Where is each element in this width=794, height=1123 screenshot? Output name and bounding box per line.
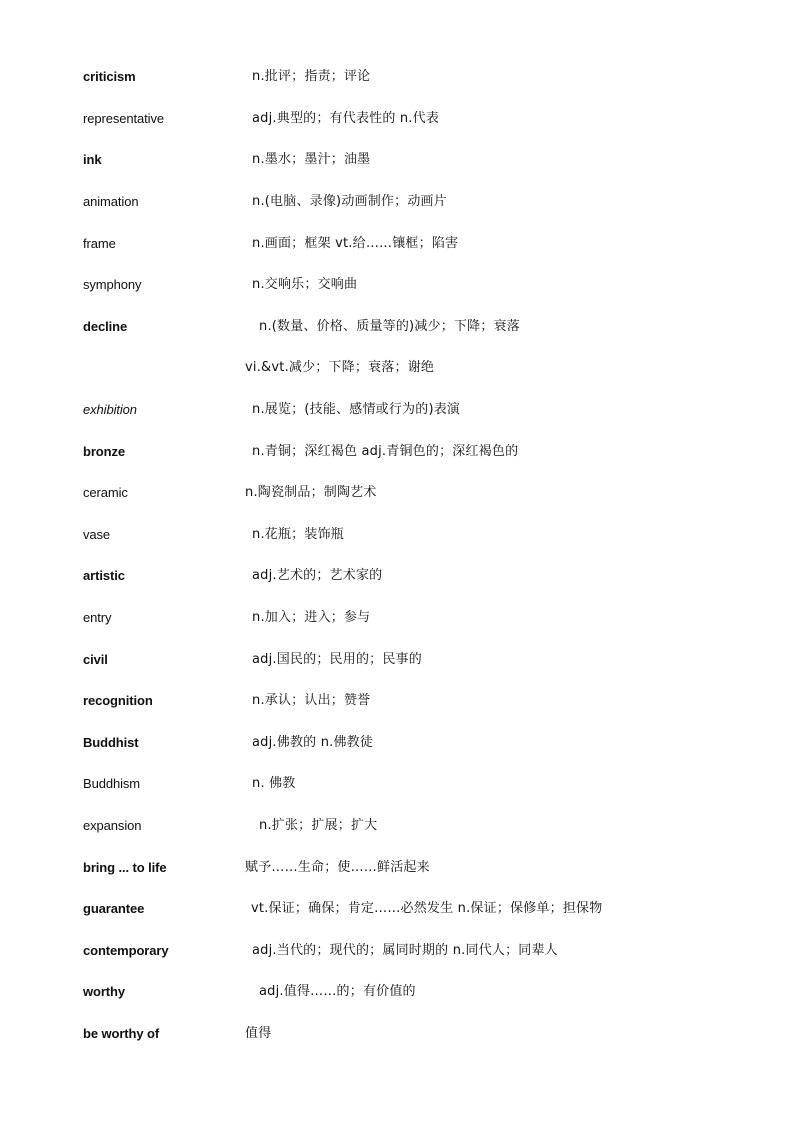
vocab-word: be worthy of (83, 1026, 160, 1041)
vocab-word: exhibition (83, 402, 137, 417)
vocab-row (0, 650, 794, 670)
vocab-definition: n.展览；(技能、感情或行为的)表演 (252, 402, 461, 417)
vocab-row (0, 192, 794, 212)
vocab-word: artistic (83, 568, 125, 583)
vocab-definition: adj.值得……的；有价值的 (259, 984, 416, 999)
vocab-word: ceramic (83, 485, 128, 500)
vocab-word: bronze (83, 444, 126, 459)
vocab-definition: n.墨水；墨汁；油墨 (252, 152, 371, 167)
vocab-word: representative (83, 111, 164, 126)
vocab-definition: adj.艺术的；艺术家的 (252, 568, 383, 583)
vocab-row (0, 483, 794, 503)
vocab-row (0, 899, 794, 919)
vocab-word: entry (83, 610, 112, 625)
vocab-row (0, 275, 794, 295)
vocab-word: frame (83, 236, 116, 251)
vocab-definition: n.扩张；扩展；扩大 (259, 818, 378, 833)
vocab-word: guarantee (83, 901, 145, 916)
vocab-row (0, 982, 794, 1002)
vocab-definition: n.(电脑、录像)动画制作；动画片 (252, 194, 447, 209)
vocab-row (0, 858, 794, 878)
vocab-row (0, 400, 794, 420)
vocab-word: ink (83, 152, 102, 167)
vocab-word: symphony (83, 277, 142, 292)
vocab-definition: 赋予……生命；使……鲜活起来 (245, 860, 430, 875)
vocab-row (0, 234, 794, 254)
vocab-definition: adj.当代的；现代的；属同时期的 n.同代人；同辈人 (252, 943, 558, 958)
vocab-definition: n.加入；进入；参与 (252, 610, 371, 625)
vocab-row (0, 442, 794, 462)
vocab-definition: n.承认；认出；赞誉 (252, 693, 371, 708)
vocab-row (0, 109, 794, 129)
vocab-word: animation (83, 194, 139, 209)
vocab-row (0, 816, 794, 836)
vocab-row (0, 1024, 794, 1044)
vocab-definition: 值得 (245, 1026, 272, 1041)
vocab-word: Buddhism (83, 776, 141, 791)
vocab-word: bring ... to life (83, 860, 167, 875)
vocab-word: criticism (83, 69, 136, 84)
vocab-row (0, 525, 794, 545)
vocab-word: Buddhist (83, 735, 139, 750)
vocab-definition: n.画面；框架 vt.给……镶框；陷害 (252, 236, 459, 251)
vocab-word: recognition (83, 693, 153, 708)
vocab-word: expansion (83, 818, 142, 833)
vocab-word: decline (83, 319, 128, 334)
vocab-definition: n.陶瓷制品；制陶艺术 (245, 485, 377, 500)
vocab-row (0, 941, 794, 961)
vocab-row (0, 317, 794, 337)
vocab-word: contemporary (83, 943, 169, 958)
vocab-definition: n.青铜；深红褐色 adj.青铜色的；深红褐色的 (252, 444, 519, 459)
vocab-row (0, 608, 794, 628)
vocab-word: vase (83, 527, 111, 542)
vocab-row (0, 566, 794, 586)
vocab-definition: n. 佛教 (252, 776, 296, 791)
vocab-definition: adj.国民的；民用的；民事的 (252, 652, 422, 667)
vocab-row (0, 691, 794, 711)
vocab-row (0, 733, 794, 753)
vocab-definition: n.批评；指责；评论 (252, 69, 371, 84)
vocab-definition: n.交响乐；交响曲 (252, 277, 358, 292)
vocab-definition: vi.&vt.减少；下降；衰落；谢绝 (245, 360, 435, 375)
vocab-definition: n.(数量、价格、质量等的)减少；下降；衰落 (259, 319, 520, 334)
vocab-definition: vt.保证；确保；肯定……必然发生 n.保证；保修单；担保物 (251, 901, 603, 916)
vocab-definition: adj.典型的；有代表性的 n.代表 (252, 111, 440, 126)
vocab-row (0, 67, 794, 87)
vocab-row (0, 774, 794, 794)
vocab-word: civil (83, 652, 108, 667)
vocab-definition: adj.佛教的 n.佛教徒 (252, 735, 374, 750)
vocab-definition: n.花瓶；装饰瓶 (252, 527, 344, 542)
vocab-word: worthy (83, 984, 126, 999)
vocab-row (0, 358, 794, 378)
vocab-row (0, 150, 794, 170)
